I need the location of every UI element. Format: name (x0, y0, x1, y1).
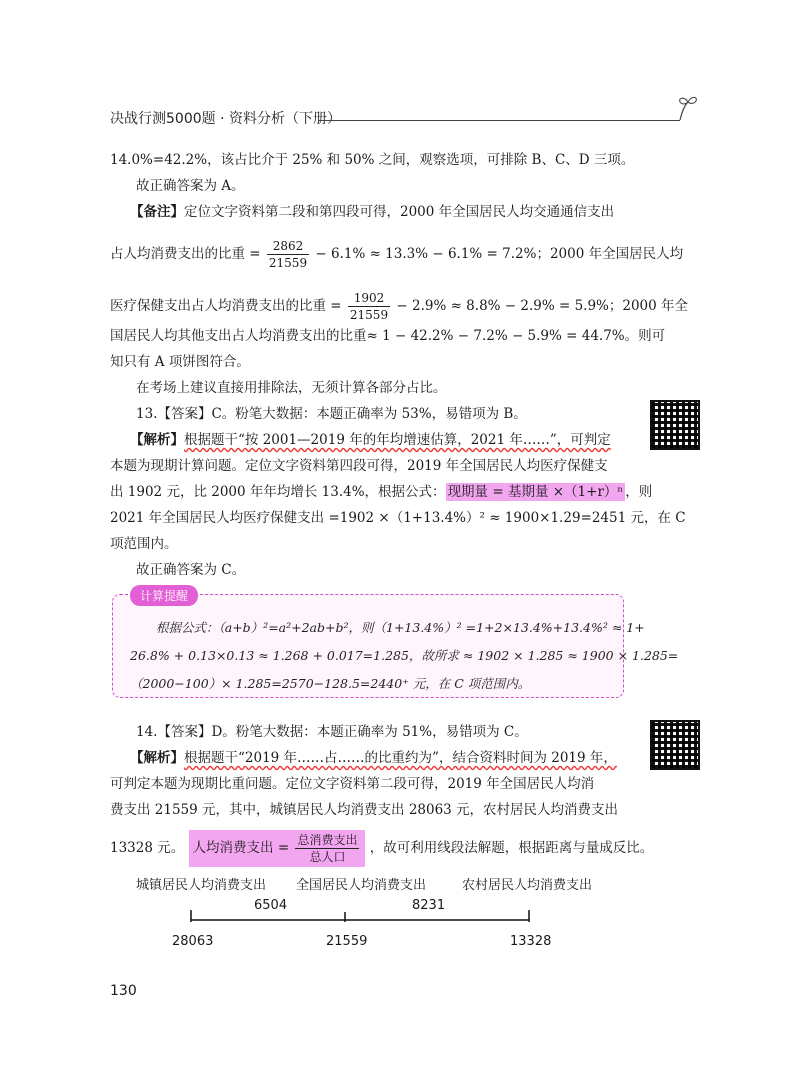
diagram-gap-right: 8231 (412, 898, 446, 913)
header-rule (318, 120, 680, 121)
page-number: 130 (110, 983, 137, 999)
formula-text: 出 1902 元，比 2000 年年均增长 13.4%，根据公式： (110, 484, 446, 500)
text-line: 知只有 A 项饼图符合。 (110, 354, 250, 370)
line-segment-diagram (185, 908, 535, 930)
text-line: 在考场上建议直接用排除法，无须计算各部分占比。 (136, 380, 447, 396)
formula-text: 医疗保健支出占人均消费支出的比重 = (110, 298, 342, 314)
analysis-tag: 【解析】 (130, 750, 184, 766)
fraction-numerator: 总消费支出 (297, 833, 358, 847)
diagram-label-national: 全国居民人均消费支出 (296, 878, 427, 893)
formula-line (110, 290, 688, 323)
formula-line (110, 482, 652, 502)
fraction (348, 290, 390, 323)
note-tag: 【备注】 (130, 204, 184, 220)
running-header: 决战行测5000题 · 资料分析（下册） (110, 111, 341, 127)
fraction (295, 832, 359, 865)
highlighted-formula: 现期量 = 基期量 ×（1+r）ⁿ (447, 484, 624, 500)
answer-line: 14.【答案】D。粉笔大数据：本题正确率为 51%，易错项为 C。 (136, 724, 528, 740)
analysis-text: 根据题干“按 2001—2019 年的年均增速估算，2021 年……”，可判定 (184, 432, 611, 448)
analysis-line (130, 430, 611, 450)
note-line (130, 202, 614, 222)
formula-line (110, 830, 653, 867)
qr-code-icon[interactable] (650, 400, 700, 450)
formula-text: 人均消费支出 = (192, 840, 290, 856)
fraction-denominator: 21559 (268, 256, 308, 270)
diagram-label-rural: 农村居民人均消费支出 (462, 878, 593, 893)
qr-code-icon[interactable] (650, 720, 700, 770)
formula-text: − 2.9% ≈ 8.8% − 2.9% = 5.9%；2000 年全 (396, 298, 689, 314)
calc-reminder-tag: 计算提醒 (130, 585, 198, 606)
diagram-gap-left: 6504 (254, 898, 288, 913)
highlighted-formula (189, 830, 366, 867)
diagram-value-rural: 13328 (510, 934, 552, 949)
formula-text: ，故可利用线段法解题，根据距离与量成反比。 (369, 840, 654, 856)
formula-text: ，则 (625, 484, 653, 500)
text-line: 费支出 21559 元，其中，城镇居民人均消费支出 28063 元，农村居民人均消费支出 (110, 802, 619, 818)
text-line: 本题为现期计算问题。定位文字资料第四段可得，2019 年全国居民人均医疗保健支 (110, 458, 608, 474)
formula-line (110, 238, 683, 271)
fraction-denominator: 21559 (349, 308, 389, 322)
text-line: 14.0%=42.2%，该占比介于 25% 和 50% 之间，观察选项，可排除 B、C、D 三项。 (110, 152, 635, 168)
text-line: 可判定本题为现期比重问题。定位文字资料第二段可得，2019 年全国居民人均消 (110, 776, 595, 792)
analysis-text: 根据题干“2019 年……占……的比重约为”，结合资料时间为 2019 年， (184, 750, 617, 766)
analysis-line (130, 748, 617, 768)
analysis-tag: 【解析】 (130, 432, 184, 448)
diagram-value-urban: 28063 (172, 934, 214, 949)
text-line: 国居民人均其他支出占人均消费支出的比重≈ 1 − 42.2% − 7.2% − 5.9% = 44.7%。则可 (110, 328, 666, 344)
answer-line: 13.【答案】C。粉笔大数据：本题正确率为 53%，易错项为 B。 (136, 406, 527, 422)
diagram-value-national: 21559 (326, 934, 368, 949)
fraction (267, 238, 309, 271)
fraction-numerator: 1902 (348, 290, 390, 307)
note-text: 定位文字资料第二段和第四段可得，2000 年全国居民人均交通通信支出 (184, 204, 615, 220)
calc-line: 根据公式：（a+b）²=a²+2ab+b²，则（1+13.4%）² =1+2×13.4%+13.4%² ≈ 1+ (156, 620, 645, 635)
formula-text: 13328 元。 (110, 840, 185, 856)
text-line: 故正确答案为 A。 (136, 178, 245, 194)
calc-line: （2000−100）× 1.285=2570−128.5=2440⁺ 元，在 C 项范围内。 (130, 676, 531, 691)
diagram-label-urban: 城镇居民人均消费支出 (136, 878, 267, 893)
fraction-numerator: 2862 (267, 238, 309, 255)
text-line: 项范围内。 (110, 536, 178, 552)
formula-text: 占人均消费支出的比重 = (110, 246, 261, 262)
text-line: 2021 年全国居民人均医疗保健支出 =1902 ×（1+13.4%）² ≈ 1900×1.29=2451 元，在 C (110, 510, 686, 526)
formula-text: − 6.1% ≈ 13.3% − 6.1% = 7.2%；2000 年全国居民人均 (315, 246, 684, 262)
calc-line: 26.8% + 0.13×0.13 ≈ 1.268 + 0.017=1.285，故所求 ≈ 1902 × 1.285 ≈ 1900 × 1.285= (130, 648, 679, 663)
sprout-icon (676, 92, 700, 120)
fraction-denominator: 总人口 (309, 850, 346, 864)
text-line: 故正确答案为 C。 (136, 562, 246, 578)
